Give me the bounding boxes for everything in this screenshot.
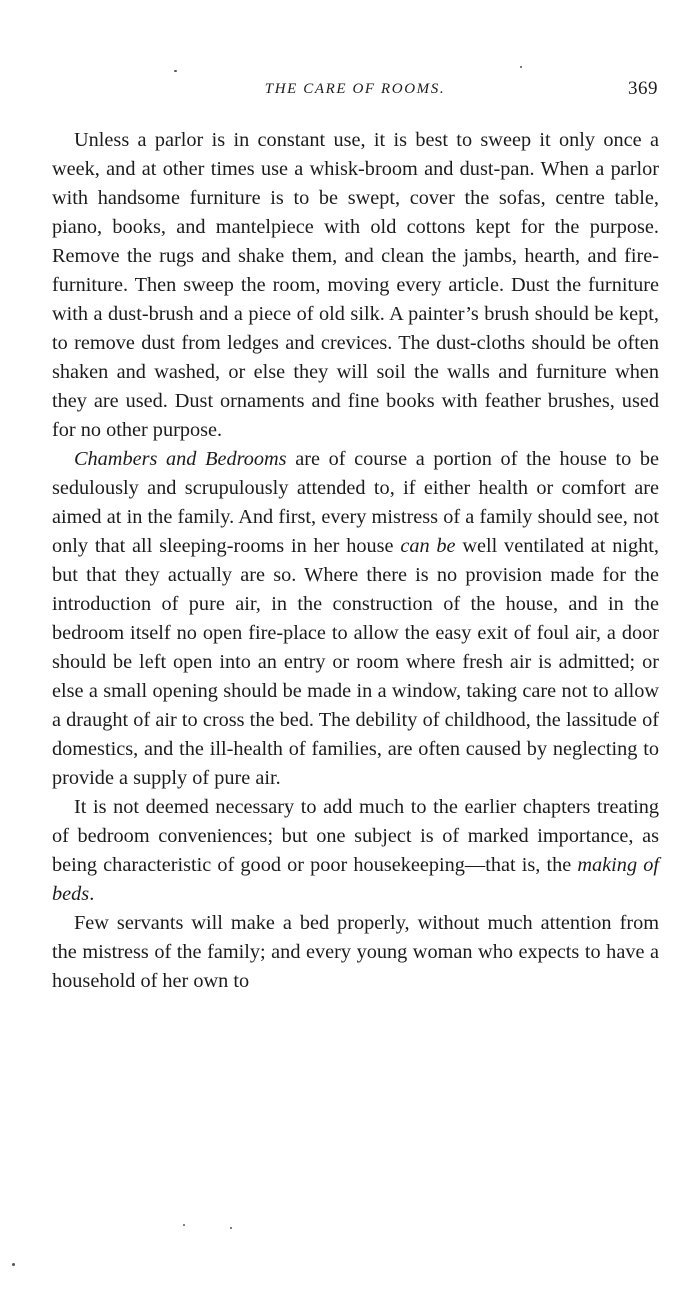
paragraph-text: Unless a parlor is in constant use, it is best to sweep it only once a week, and at other times use a whisk-broom and dust-pan. When a parlor with handsome furniture is to be swept, cover the sofas, centre table, piano, books, and mantelpiece with old cottons kept for the purpose. Remove the rugs and shake them, and clean the jambs, hearth, and fire-furniture. Then sweep the room, moving every article. Dust the furniture with a dust-brush and a piece of old silk. A painter’s brush should be kept, to remove dust from ledges and crevices. The dust-cloths should be often shaken and washed, or else they will soil the walls and furniture when they are used. Dust ornaments and fine books with feather brushes, used for no other purpose.: [52, 129, 659, 441]
print-speck: [12, 1263, 15, 1266]
paragraph-chambers: [52, 445, 659, 793]
paragraph-text: well ventilated at night, but that they actually are so. Where there is no provision made for the introduction of pure air, in the construction of the house, and in the bedroom itself no open fire-place to allow the easy exit of foul air, a door should be left open into an entry or room where fresh air is admitted; or else a small opening should be made in a window, taking care not to allow a draught of air to cross the bed. The debility of childhood, the lassitude of domestics, and the ill-health of families, are often caused by neglecting to provide a supply of pure air.: [52, 535, 659, 789]
body-text: [52, 126, 659, 996]
print-speck: [174, 70, 177, 72]
paragraph-parlor: [52, 126, 659, 445]
italic-phrase: can be: [400, 535, 456, 557]
paragraph-text: are of course a portion of the house to be sedulously and scrupulously attended to, if either health or comfort are aimed at in the family. And first, every mistress of a family should see, not only that all sleeping-rooms in her house: [52, 448, 660, 557]
print-speck: [520, 66, 522, 68]
paragraph-text: It is not deemed necessary to add much to the earlier chapters treating of bedroom conveniences; but one subject is of marked importance, as being characteristic of good or poor housekeeping—that is, the: [52, 796, 659, 876]
print-speck: [183, 1224, 185, 1226]
paragraph-bedroom-conveniences: [52, 793, 659, 909]
running-head: [52, 78, 658, 104]
print-speck: [230, 1227, 232, 1229]
paragraph-text: .: [89, 883, 95, 905]
paragraph-servants: [52, 909, 659, 996]
running-title: THE CARE OF ROOMS.: [264, 81, 446, 97]
paragraph-text: Few servants will make a bed properly, without much attention from the mistress of the family; and every young woman who expects to have a household of her own to: [52, 912, 659, 992]
page-number: 369: [628, 78, 658, 99]
italic-phrase: making of beds: [52, 854, 659, 905]
italic-phrase: Chambers and Bedrooms: [74, 448, 287, 470]
